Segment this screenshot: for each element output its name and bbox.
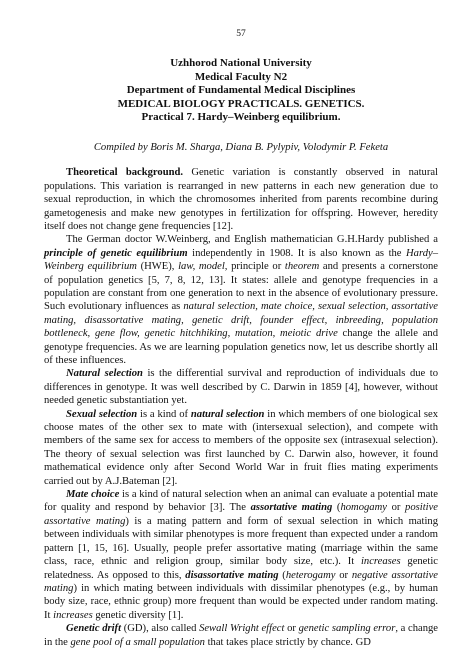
text: (HWE), bbox=[136, 261, 179, 273]
text: (GD), also called bbox=[121, 623, 200, 635]
paragraph-mate-choice bbox=[44, 488, 438, 622]
faculty-name: Medical Faculty N2 bbox=[194, 70, 288, 83]
term: Hardy–Weinberg equilibrium bbox=[44, 247, 439, 273]
text: principle or bbox=[227, 261, 285, 273]
term: negative assortative mating bbox=[44, 569, 438, 594]
text: change the allele and genotype frequencies. As we are learning population genetics now, let us describe shortly all of these influences. bbox=[44, 328, 438, 366]
term: Mate choice bbox=[66, 489, 120, 501]
paragraph-theoretical-background bbox=[44, 166, 438, 233]
text: in which members of one biological sex choose mates of the other sex to mate with (intersexual selection), and compete with members of the same sex for access to members of the opposite sex (intrasexual selection). The theory of sexual selection was first launched by C. Darwin also, however, it found mathematical evidence only after Second World War in fruit flies mating experiments carried out by A.J.Bateman [2]. bbox=[44, 408, 438, 487]
text: ) is a mating pattern and form of sexual selection in which mating between individuals with similar phenotypes is more frequent than expected under a random pattern [1, 15, 16]. Usually, people prefer assortative mating (marriage within the same class, race, ethnic and religion group, similar body size, etc.). It bbox=[44, 515, 438, 568]
text: that takes place strictly by chance. GD bbox=[204, 636, 371, 648]
course-title: MEDICAL BIOLOGY PRACTICALS. GENETICS. bbox=[117, 97, 365, 110]
text: ( bbox=[278, 569, 286, 581]
text: genetic diversity [1]. bbox=[92, 609, 184, 621]
term: genetic sampling error bbox=[298, 623, 396, 635]
term: theorem bbox=[284, 261, 320, 273]
term: increases bbox=[360, 556, 401, 568]
term: gene pool of a small population bbox=[70, 636, 205, 648]
term: positive assortative mating bbox=[44, 502, 438, 527]
text: is a kind of bbox=[137, 408, 191, 420]
text: ) in which mating between individuals with dissimilar phenotypes (e.g., by human body size, race, ethnic group) more frequent than would be expected under random mating. It bbox=[44, 582, 438, 621]
text: , a change in the bbox=[44, 623, 438, 648]
department-name: Department of Fundamental Medical Disciplines bbox=[126, 84, 356, 97]
term: homogamy bbox=[340, 502, 387, 514]
paragraph-sexual-selection bbox=[44, 408, 438, 488]
paragraph-hardy-weinberg bbox=[44, 233, 438, 367]
term: Natural selection bbox=[66, 368, 143, 380]
text: or bbox=[284, 623, 299, 635]
paragraph-natural-selection bbox=[44, 367, 438, 407]
term: law, model, bbox=[178, 261, 228, 273]
term: assortative mating bbox=[250, 502, 333, 514]
term: Sewall Wright effect bbox=[199, 623, 285, 635]
term-list: natural selection, mate choice, sexual selection, assortative mating, disassortative mating, genetic drift, founder effect, inbreeding, population bottleneck, gene flow, genetic hitchhiking, mutation, meiotic drive bbox=[44, 301, 438, 340]
term: natural selection bbox=[190, 408, 265, 420]
section-lead: Theoretical background. bbox=[66, 167, 184, 179]
text: independently in 1908. It is also known as the bbox=[187, 247, 407, 259]
term: increases bbox=[53, 609, 93, 621]
text: genetic relatedness. As opposed to this, bbox=[44, 556, 438, 581]
authors-line: Compiled by Boris M. Sharga, Diana B. Pylypiv, Volodymir P. Feketa bbox=[93, 141, 389, 153]
term: heterogamy bbox=[285, 569, 336, 581]
text: and presents a cornerstone of population genetics [5, 7, 8, 12, 13]. It states: allele and genotype frequencies in a population are constant from one generation to next in the absence of evolutionary pressure. Such evolutionary influences as bbox=[44, 261, 438, 313]
term: principle of genetic equilibrium bbox=[44, 247, 188, 259]
term: Sexual selection bbox=[66, 408, 138, 420]
text: is the differential survival and reproduction of individuals due to differences in genotype. It was well described by C. Darwin in 1859 [4], however, without needed genetic substantiation yet. bbox=[44, 368, 438, 407]
text: or bbox=[386, 502, 406, 514]
term: disassortative mating bbox=[185, 569, 279, 581]
paragraph-genetic-drift bbox=[44, 622, 438, 649]
text: or bbox=[335, 569, 352, 581]
text: is a kind of natural selection when an animal can evaluate a potential mate for quality and respond by behavior [3]. The bbox=[44, 489, 438, 514]
university-name: Uzhhorod National University bbox=[170, 57, 312, 70]
text: The German doctor W.Weinberg, and English mathematician G.H.Hardy published a bbox=[66, 234, 438, 246]
text: ( bbox=[332, 502, 341, 514]
document-header bbox=[44, 57, 438, 125]
term: Genetic drift bbox=[66, 623, 122, 635]
paragraph-text: Genetic variation is constantly observed in natural populations. This variation is rearranged in new patterns in each new generation due to sexual reproduction, in which the chromosomes inherited from parents recombine during gametogenesis and make new genotypes in fertilization for offspring. However, heredity itself does not change gene frequencies [12]. bbox=[44, 167, 438, 232]
page-number: 57 bbox=[236, 29, 246, 39]
practical-title: Practical 7. Hardy–Weinberg equilibrium. bbox=[141, 111, 341, 124]
